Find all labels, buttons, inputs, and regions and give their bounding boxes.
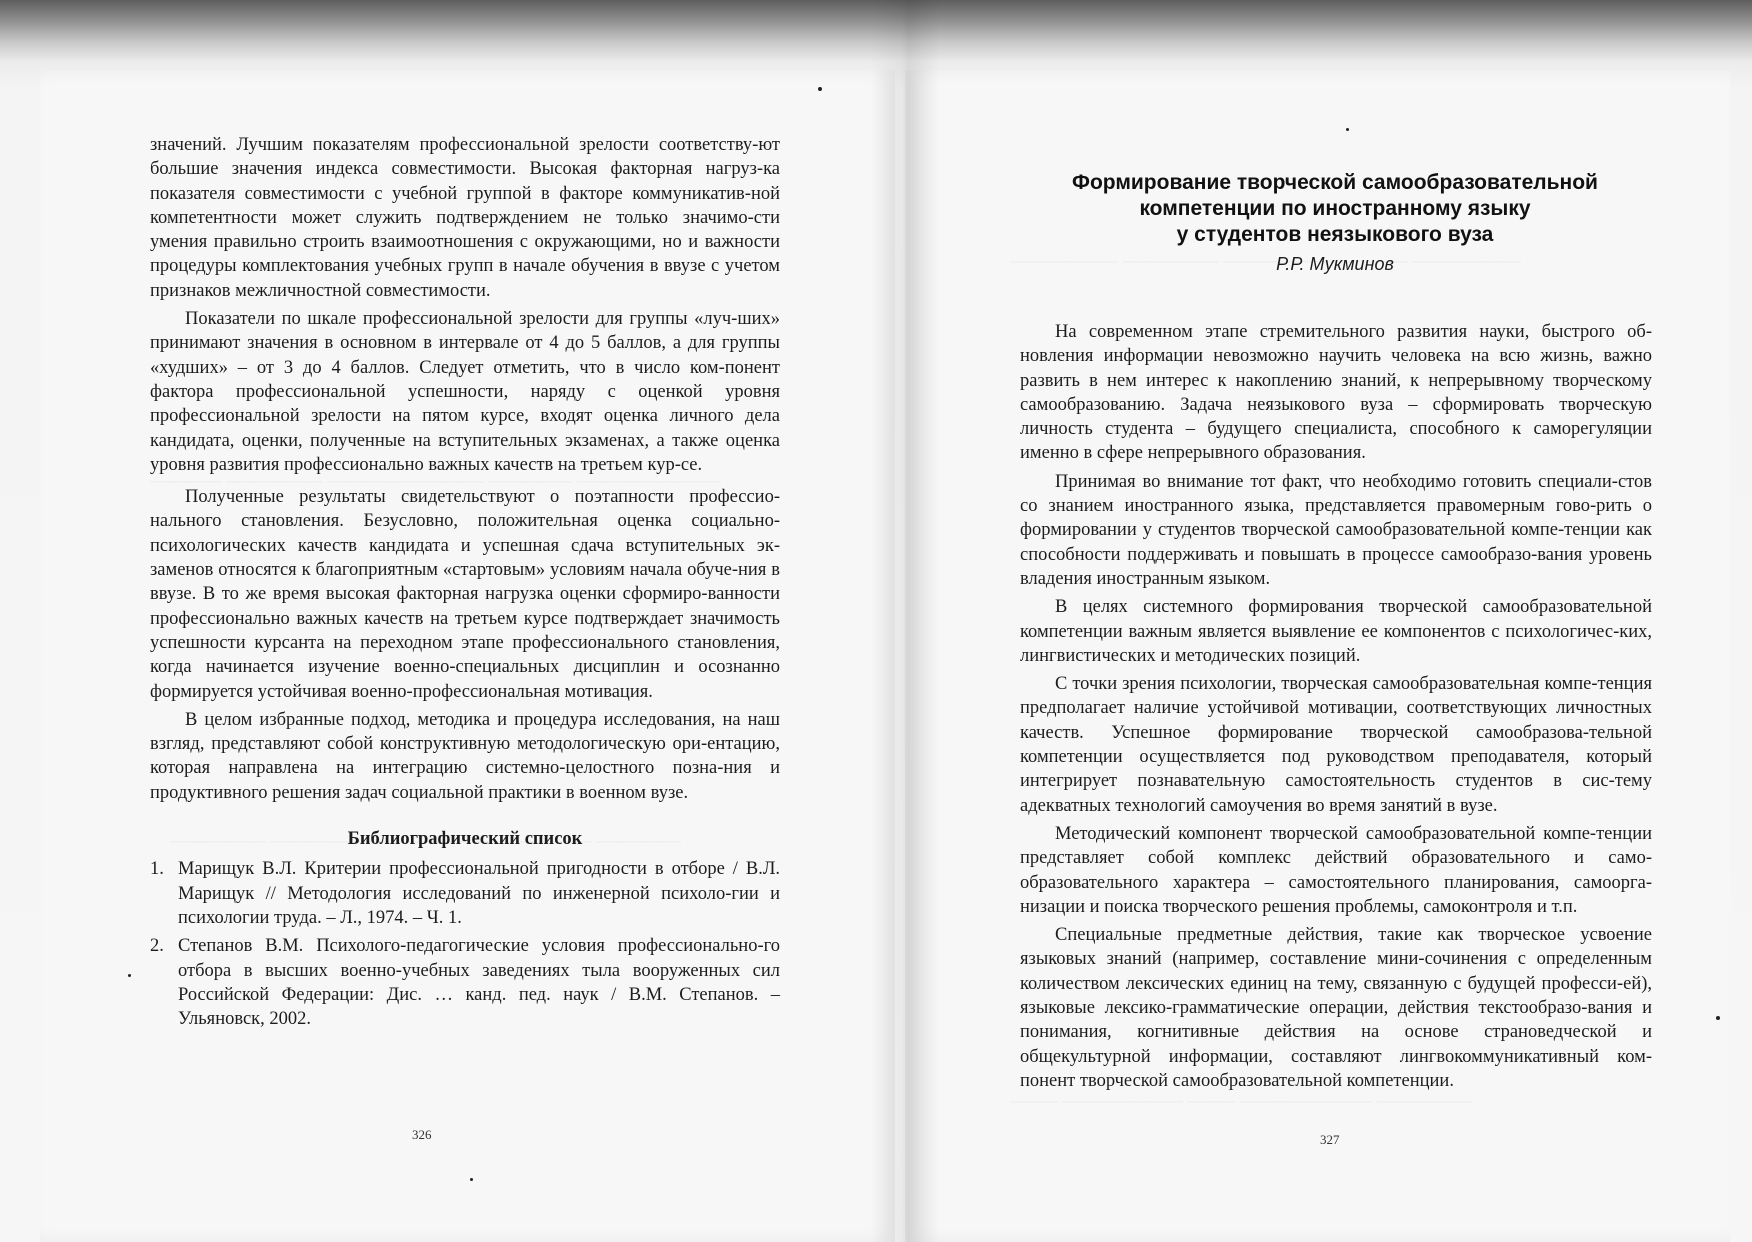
paragraph: Показатели по шкале профессиональной зрелости для группы «луч-ших» принимают значения в основном в интервале от 4 до 5 баллов, а для группы «худших» – от 3 до 4 баллов. Следует отметить, что в число ком-понент фактора профессиональной успешности, наряду с оценкой уровня профессиональной зрелости на пятом курсе, входят оценка личного дела кандидата, оценки, полученные на вступительных экзаменах, а также оценка уровня развития профессионально важных качеств на третьем кур-се.	[150, 309, 780, 475]
scan-speck	[470, 1178, 473, 1181]
paragraph: В целях системного формирования творческой самообразовательной компетенции важным является выявление ее компонентов с психологичес-ких, лингвистических и методических позиций.	[1020, 597, 1652, 666]
bibliography-list	[150, 857, 780, 1031]
paragraph: В целом избранные подход, методика и процедура исследования, на наш взгляд, представляют собой конструктивную методологическую ори-ентацию, которая направлена на интеграцию системно-целостного позна-ния и продуктивного решения задач социальной практики в военном вузе.	[150, 709, 780, 803]
bibliography-item	[150, 934, 780, 1031]
left-page-body	[150, 133, 780, 1035]
bibliography-reference: Марищук В.Л. Критерии профессиональной пригодности в отборе / В.Л. Марищук // Методология исследований по инженерной психоло-гии и психологии труда. – Л., 1974. – Ч. 1.	[178, 859, 780, 928]
scan-speck	[1716, 1016, 1720, 1020]
bibliography-item	[150, 857, 780, 930]
paragraph: Полученные результаты свидетельствуют о поэтапности профессио-нального становления. Безусловно, положительная оценка социально-психологических качеств кандидата и успешная сдача вступительных эк-заменов относятся к благоприятным «стартовым» условиям начала обуче-ния в ввузе. В то же время высокая факторная нагрузка оценки сформиро-ванности профессионально важных качеств на третьем курсе подтверждает значимость успешности курсанта на переходном этапе профессионального становления, когда начинается изучение военно-специальных дисциплин и осознанно формируется устойчивая военно-профессиональная мотивация.	[150, 487, 780, 702]
bibliography-reference: Степанов В.М. Психолого-педагогические условия профессионально-го отбора в высших военно-учебных заведениях тыла вооруженных сил Российской Федерации: Дис. … канд. пед. наук / В.М. Степанов. – Ульяновск, 2002.	[178, 936, 780, 1030]
article-title	[1000, 170, 1670, 248]
scan-speck	[818, 87, 822, 91]
page-number-right: 327	[1320, 1132, 1340, 1147]
bibliography-heading: Библиографический список	[347, 829, 583, 850]
paragraph: На современном этапе стремительного развития науки, быстрого об-новления информации невозможно научить человека на всю жизнь, важно развить в нем интерес к накоплению знаний, к непрерывному творческому самообразованию. Задача неязыкового вуза – сформировать творческую личность студента – будущего специалиста, способного к саморегуляции именно в сфере непрерывного образования.	[1020, 322, 1652, 464]
article-title-line: Формирование творческой самообразовательной	[1072, 171, 1598, 194]
paragraph: Методический компонент творческой самообразовательной компе-тенции представляет собой комплекс действий образовательного и само-образовательного характера – самостоятельного планирования, самоорга-низации и поиска творческого решения проблемы, самоконтроля и т.п.	[1020, 823, 1652, 917]
book-gutter	[870, 0, 940, 1242]
bibliography-number: 2.	[150, 936, 164, 957]
article-author: Р.Р. Мукминов	[1276, 254, 1394, 274]
paragraph: Принимая во внимание тот факт, что необходимо готовить специали-стов со знанием иностранного языка, представляется правомерным гово-рить о формировании у студентов творческой самообразовательной компе-тенции как способности поддерживать и повышать в процессе самообразо-вания уровень владения иностранным языком.	[1020, 471, 1652, 589]
article-title-line: компетенции по иностранному языку	[1139, 197, 1531, 220]
scan-speck	[1346, 128, 1349, 131]
right-page-body	[1020, 320, 1652, 1097]
scan-speck	[128, 974, 131, 977]
article-title-line: у студентов неязыкового вуза	[1176, 223, 1494, 246]
paragraph: Специальные предметные действия, такие как творческое усвоение языковых знаний (например, составление мини-сочинения с определенным количеством лексических единиц на тему, связанную с будущей професси-ей), языковые лексико-грамматические операции, действия текстообразо-вания и понимания, когнитивные действия на основе страноведческой и общекультурной информации, составляют лингвокоммуникативный ком-понент творческой самообразовательной компетенции.	[1020, 925, 1652, 1091]
paragraph: значений. Лучшим показателям профессиональной зрелости соответству-ют большие значения индекса совместимости. Высокая факторная нагруз-ка показателя совместимости с учебной группой в факторе коммуникатив-ной компетентности может служить подтверждением не только значимо-сти умения правильно строить взаимоотношения с окружающими, но и важности процедуры комплектования учебных групп в начале обучения в ввузе с учетом признаков межличностной совместимости.	[150, 135, 780, 301]
bibliography-number: 1.	[150, 859, 164, 880]
page-number-left: 326	[412, 1127, 432, 1142]
paragraph: С точки зрения психологии, творческая самообразовательная компе-тенция предполагает наличие устойчивой мотивации, соответствующих личностных качеств. Успешное формирование творческой самообразова-тельной компетенции осуществляется под руководством преподавателя, который интегрирует познавательную самостоятельность студентов в сис-тему адекватных технологий самоучения во время занятий в вузе.	[1020, 674, 1652, 816]
article-header	[1000, 170, 1670, 275]
